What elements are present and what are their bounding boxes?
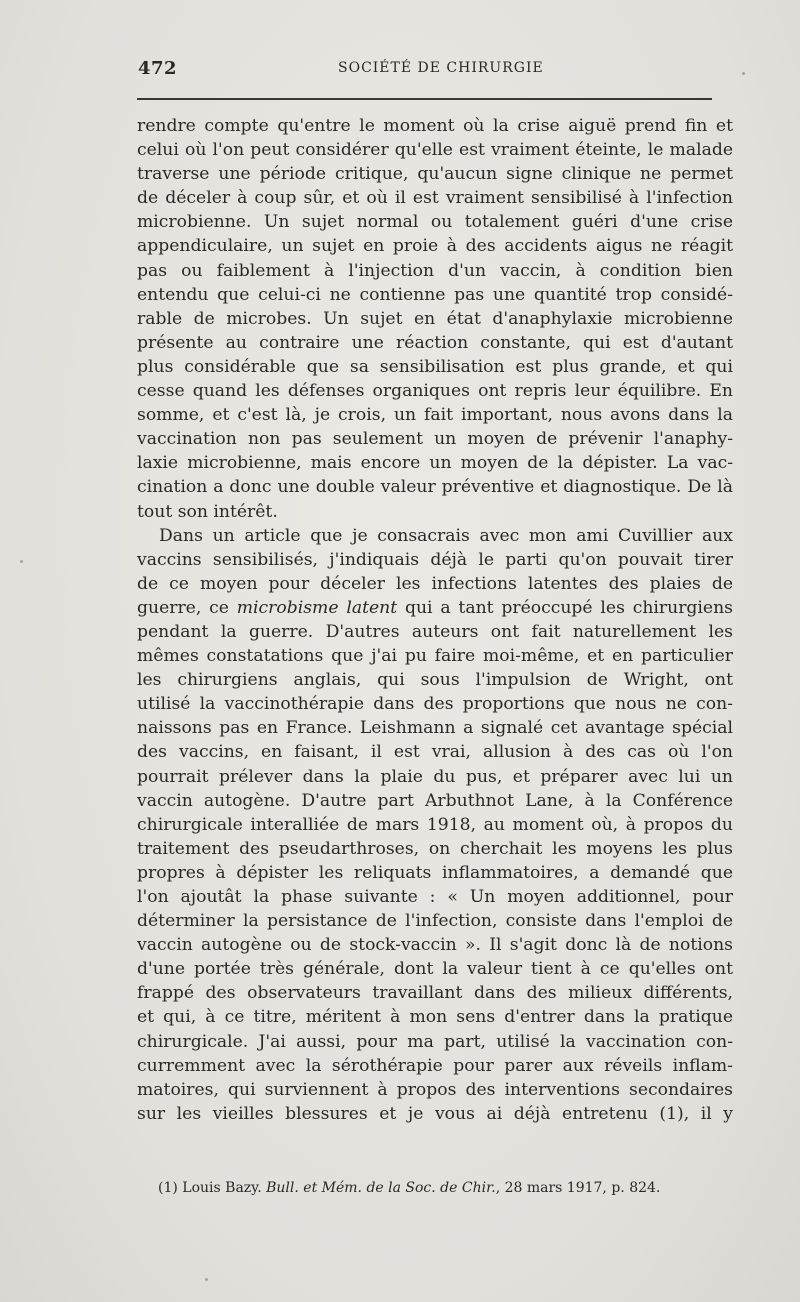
text-line: tout son intérêt. [137, 501, 278, 522]
text-line: vaccin autogène. D'autre part Arbuthnot Lane, à la Conférence [137, 790, 733, 811]
text-line: curremment avec la sérothérapie pour parer aux réveils inflam- [137, 1055, 733, 1076]
text-line: vaccin autogène ou de stock-vaccin ». Il s'agit donc là de notions [137, 935, 733, 956]
text-line: laxie microbienne, mais encore un moyen de la dépister. La vac- [137, 453, 733, 474]
italic-term: microbisme latent [236, 597, 398, 618]
running-title: SOCIÉTÉ DE CHIRURGIE [338, 60, 544, 76]
text-line: Dans un article que je consacrais avec mon ami Cuvillier aux [159, 525, 733, 546]
text-line: d'une portée très générale, dont la valeur tient à ce qu'elles ont [137, 959, 733, 980]
text-line: des vaccins, en faisant, il est vrai, allusion à des cas où l'on [137, 742, 733, 763]
footnote-marker: (1) [158, 1180, 178, 1196]
text-line: chirurgicale interalliée de mars 1918, au moment où, à propos du [137, 814, 733, 835]
body-text [137, 114, 733, 1126]
header-rule [137, 98, 712, 100]
text-line: vaccination non pas seulement un moyen de prévenir l'anaphy- [137, 429, 733, 450]
footnote [158, 1180, 718, 1196]
text-line: naissons pas en France. Leishmann a signalé cet avantage spécial [137, 718, 733, 739]
paragraph-1 [137, 114, 733, 524]
text-line: appendiculaire, un sujet en proie à des accidents aigus ne réagit [137, 236, 733, 257]
text-line: de ce moyen pour déceler les infections latentes des plaies de [137, 573, 733, 594]
scan-speck [205, 1278, 208, 1281]
text-line: les chirurgiens anglais, qui sous l'impulsion de Wright, ont [137, 670, 733, 691]
footnote-date: , 28 mars 1917, p. 824. [495, 1180, 661, 1196]
footnote-journal: Bull. et Mém. de la Soc. de Chir. [266, 1180, 496, 1196]
text-line: l'on ajoutât la phase suivante : « Un moyen additionnel, pour [137, 887, 733, 907]
text-line: traitement des pseudarthroses, on cherchait les moyens les plus [137, 838, 733, 859]
text-line: plus considérable que sa sensibilisation est plus grande, et qui [137, 356, 733, 377]
text-line: frappé des observateurs travaillant dans des milieux différents, [137, 983, 733, 1004]
page-header [138, 58, 712, 84]
text-line-with-italic: guerre, ce microbisme latent qui a tant préoccupé les chirurgiens [137, 597, 733, 618]
text-line: pourrait prélever dans la plaie du pus, et préparer avec lui un [137, 766, 733, 787]
text-line: rendre compte qu'entre le moment où la crise aiguë prend fin et [137, 116, 733, 136]
page-number: 472 [138, 58, 178, 79]
scan-speck [20, 560, 23, 563]
text-line: somme, et c'est là, je crois, un fait important, nous avons dans la [137, 405, 733, 426]
text-line: utilisé la vaccinothérapie dans des proportions que nous ne con- [137, 694, 733, 715]
text-line: celui où l'on peut considérer qu'elle est vraiment éteinte, le malade [137, 140, 733, 161]
text-line: entendu que celui-ci ne contienne pas une quantité trop considé- [137, 284, 733, 305]
text-line: de déceler à coup sûr, et où il est vraiment sensibilisé à l'infection [137, 188, 733, 209]
text-line: pendant la guerre. D'autres auteurs ont fait naturellement les [137, 621, 733, 642]
text-line: et qui, à ce titre, méritent à mon sens d'entrer dans la pratique [137, 1007, 733, 1028]
scan-speck [742, 72, 745, 75]
text-line: déterminer la persistance de l'infection, consiste dans l'emploi de [137, 911, 733, 932]
text-line: cination a donc une double valeur préventive et diagnostique. De là [137, 477, 733, 498]
text-line: microbienne. Un sujet normal ou totalement guéri d'une crise [137, 212, 733, 233]
text-line: chirurgicale. J'ai aussi, pour ma part, utilisé la vaccination con- [137, 1031, 733, 1052]
text-line: cesse quand les défenses organiques ont repris leur équilibre. En [137, 381, 733, 402]
text-line: traverse une période critique, qu'aucun signe clinique ne permet [137, 164, 733, 185]
text-line: rable de microbes. Un sujet en état d'anaphylaxie microbienne [137, 308, 733, 329]
text-line: sur les vieilles blessures et je vous ai déjà entretenu (1), il y [137, 1103, 733, 1124]
text-line: matoires, qui surviennent à propos des interventions secondaires [137, 1079, 733, 1100]
text-line: mêmes constatations que j'ai pu faire moi-même, et en particulier [137, 646, 733, 667]
paragraph-2 [137, 524, 733, 1126]
text-line: vaccins sensibilisés, j'indiquais déjà le parti qu'on pouvait tirer [137, 549, 733, 570]
text-line: présente au contraire une réaction constante, qui est d'autant [137, 332, 733, 353]
text-line: pas ou faiblement à l'injection d'un vaccin, à condition bien [137, 260, 733, 281]
footnote-author: Louis Bazy. [182, 1180, 262, 1196]
text-line: propres à dépister les reliquats inflammatoires, a demandé que [137, 862, 733, 883]
